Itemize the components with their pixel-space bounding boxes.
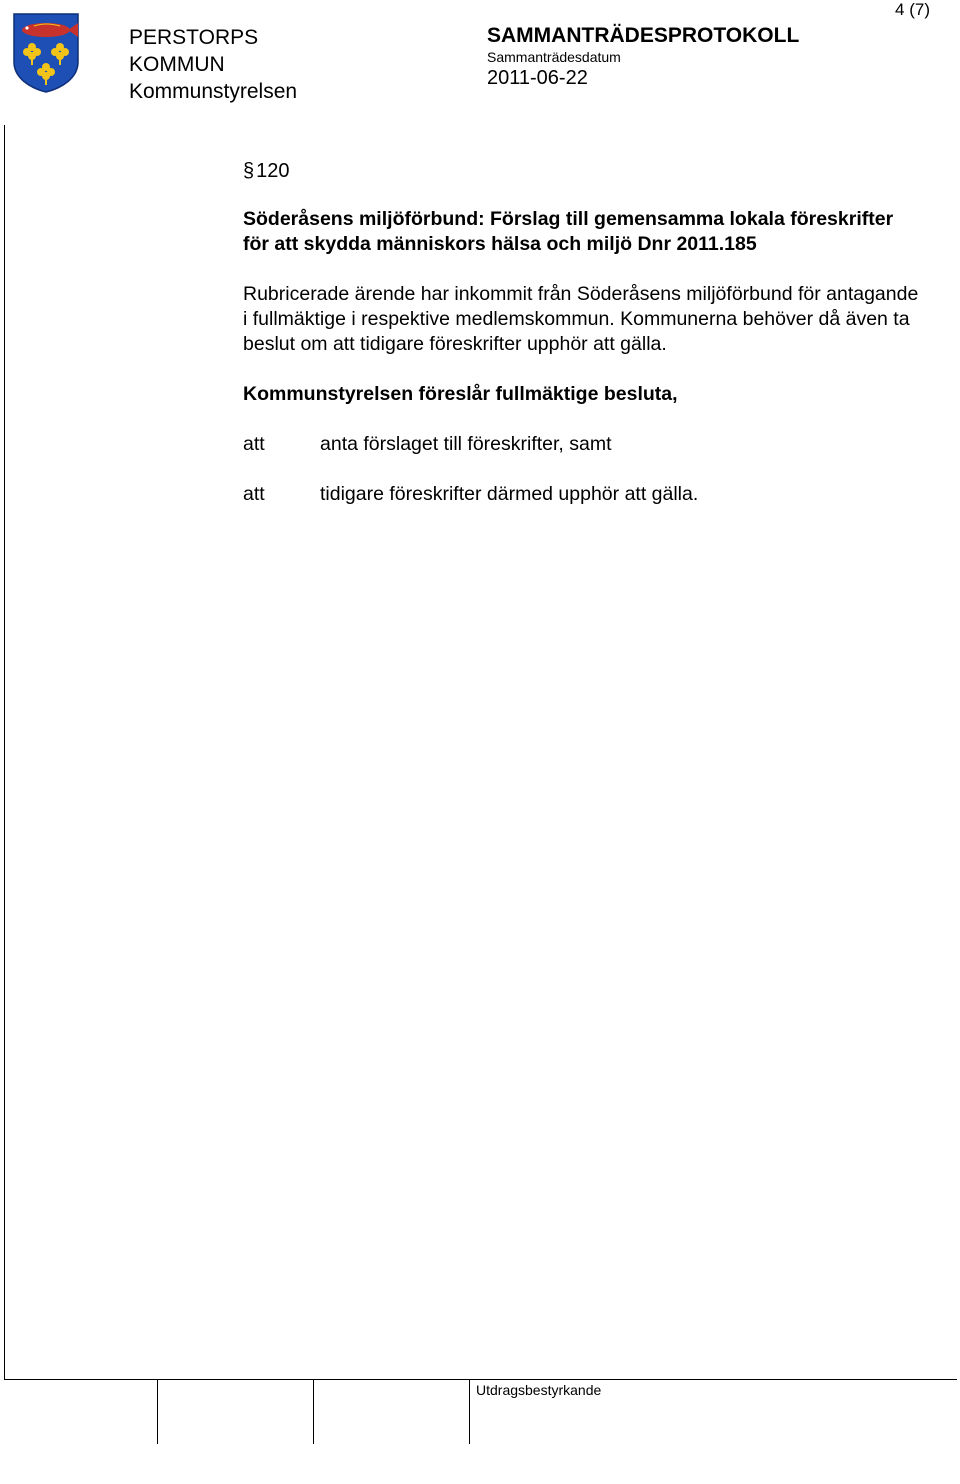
- organization-block: [129, 24, 297, 105]
- section-number-value: 120: [256, 160, 290, 182]
- municipality-logo: [12, 12, 80, 94]
- page-number: 4 (7): [895, 0, 930, 19]
- protocol-title: SAMMANTRÄDESPROTOKOLL: [487, 24, 800, 47]
- protocol-header: [487, 24, 799, 90]
- org-name-line1: PERSTORPS: [129, 26, 259, 49]
- document-body: [243, 157, 923, 507]
- decision-item: [243, 432, 923, 457]
- decision-key: att: [243, 433, 265, 455]
- coat-of-arms-icon: [12, 12, 80, 94]
- meeting-date: 2011-06-22: [487, 67, 588, 89]
- meeting-date-label: Sammanträdesdatum: [487, 49, 621, 65]
- signature-box-divider: [157, 1380, 158, 1444]
- org-name-line2: KOMMUN: [129, 53, 225, 76]
- org-department: Kommunstyrelsen: [129, 80, 298, 103]
- proposal-text: Kommunstyrelsen föreslår fullmäktige besluta,: [243, 383, 678, 405]
- decision-item: [243, 482, 923, 507]
- section-number: [243, 157, 923, 185]
- excerpt-certification-label: Utdragsbestyrkande: [476, 1382, 602, 1398]
- paragraph-sign: §: [243, 160, 255, 182]
- decision-text: tidigare föreskrifter därmed upphör att gälla.: [320, 483, 699, 505]
- decision-text: anta förslaget till föreskrifter, samt: [320, 433, 612, 455]
- section-heading: Söderåsens miljöförbund: Förslag till gemensamma lokala föreskrifter för att skydda människors hälsa och miljö Dnr 2011.185: [243, 208, 894, 255]
- decision-key: att: [243, 483, 265, 505]
- footer-rule: [4, 1379, 957, 1380]
- section-body: Rubricerade ärende har inkommit från Söderåsens miljöförbund för antagande i fullmäktige i respektive medlemskommun. Kommunerna behöver då även ta beslut om att tidigare föreskrifter upphör att gälla.: [243, 283, 919, 355]
- signature-box-divider: [469, 1380, 470, 1444]
- margin-line: [4, 125, 5, 1380]
- signature-box-divider: [313, 1380, 314, 1444]
